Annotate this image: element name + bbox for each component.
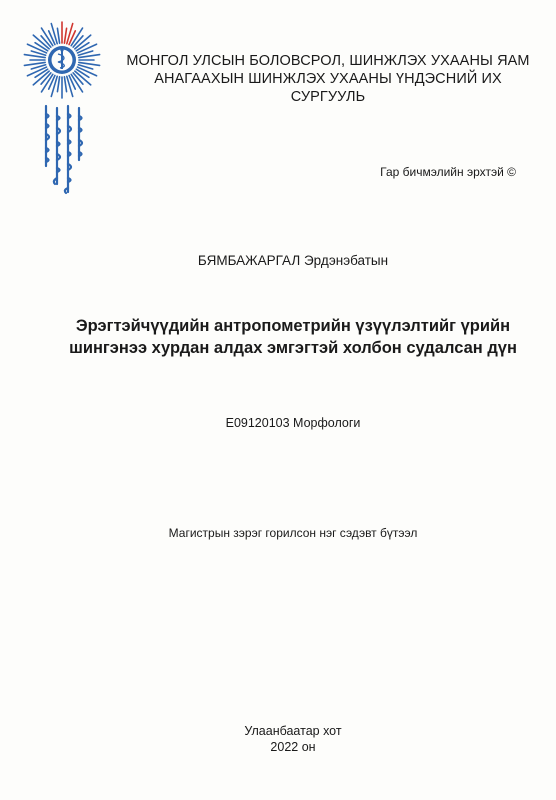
year: 2022 он [270, 740, 316, 754]
logo-ray [57, 77, 59, 92]
logo-ray [79, 62, 100, 65]
copyright-notice: Гар бичмэлийн эрхтэй © [380, 165, 516, 179]
logo-ray [79, 55, 100, 58]
specialty-code: E09120103 Морфологи [225, 416, 361, 430]
degree-statement: Магистрын зэрэг горилсон нэг сэдэвт бүтээл [168, 526, 418, 540]
logo-ray [67, 76, 73, 96]
university-name: АНАГААХЫН ШИНЖЛЭХ УХААНЫ ҮНДЭСНИЙ ИХ СУРГУУЛЬ [154, 71, 502, 105]
logo-ray [64, 77, 66, 92]
thesis-title-line-1: Эрэгтэйчүүдийн антропометрийн үзүүлэлтийг үрийн [75, 317, 511, 335]
author-name: БЯМБАЖАРГАЛ Эрдэнэбатын [197, 253, 389, 268]
university-logo-icon [22, 20, 102, 102]
place-and-year [0, 723, 556, 755]
ministry-name: МОНГОЛ УЛСЫН БОЛОВСРОЛ, ШИНЖЛЭХ УХААНЫ ЯАМ [126, 53, 530, 69]
logo-ray [67, 24, 73, 44]
logo-ray [51, 76, 57, 96]
place: Улаанбаатар хот [244, 724, 342, 738]
thesis-title [0, 315, 556, 359]
thesis-title-line-2: шингэнээ хурдан алдах эмгэгтэй холбон судалсан дүн [69, 339, 517, 357]
institution-header [118, 52, 538, 106]
logo-ray [24, 55, 45, 58]
logo-ray [57, 28, 59, 43]
mongolian-script-logotype [38, 104, 86, 196]
logo-ray [64, 28, 66, 43]
logo-ray [51, 24, 57, 44]
logo-ray [24, 62, 45, 65]
